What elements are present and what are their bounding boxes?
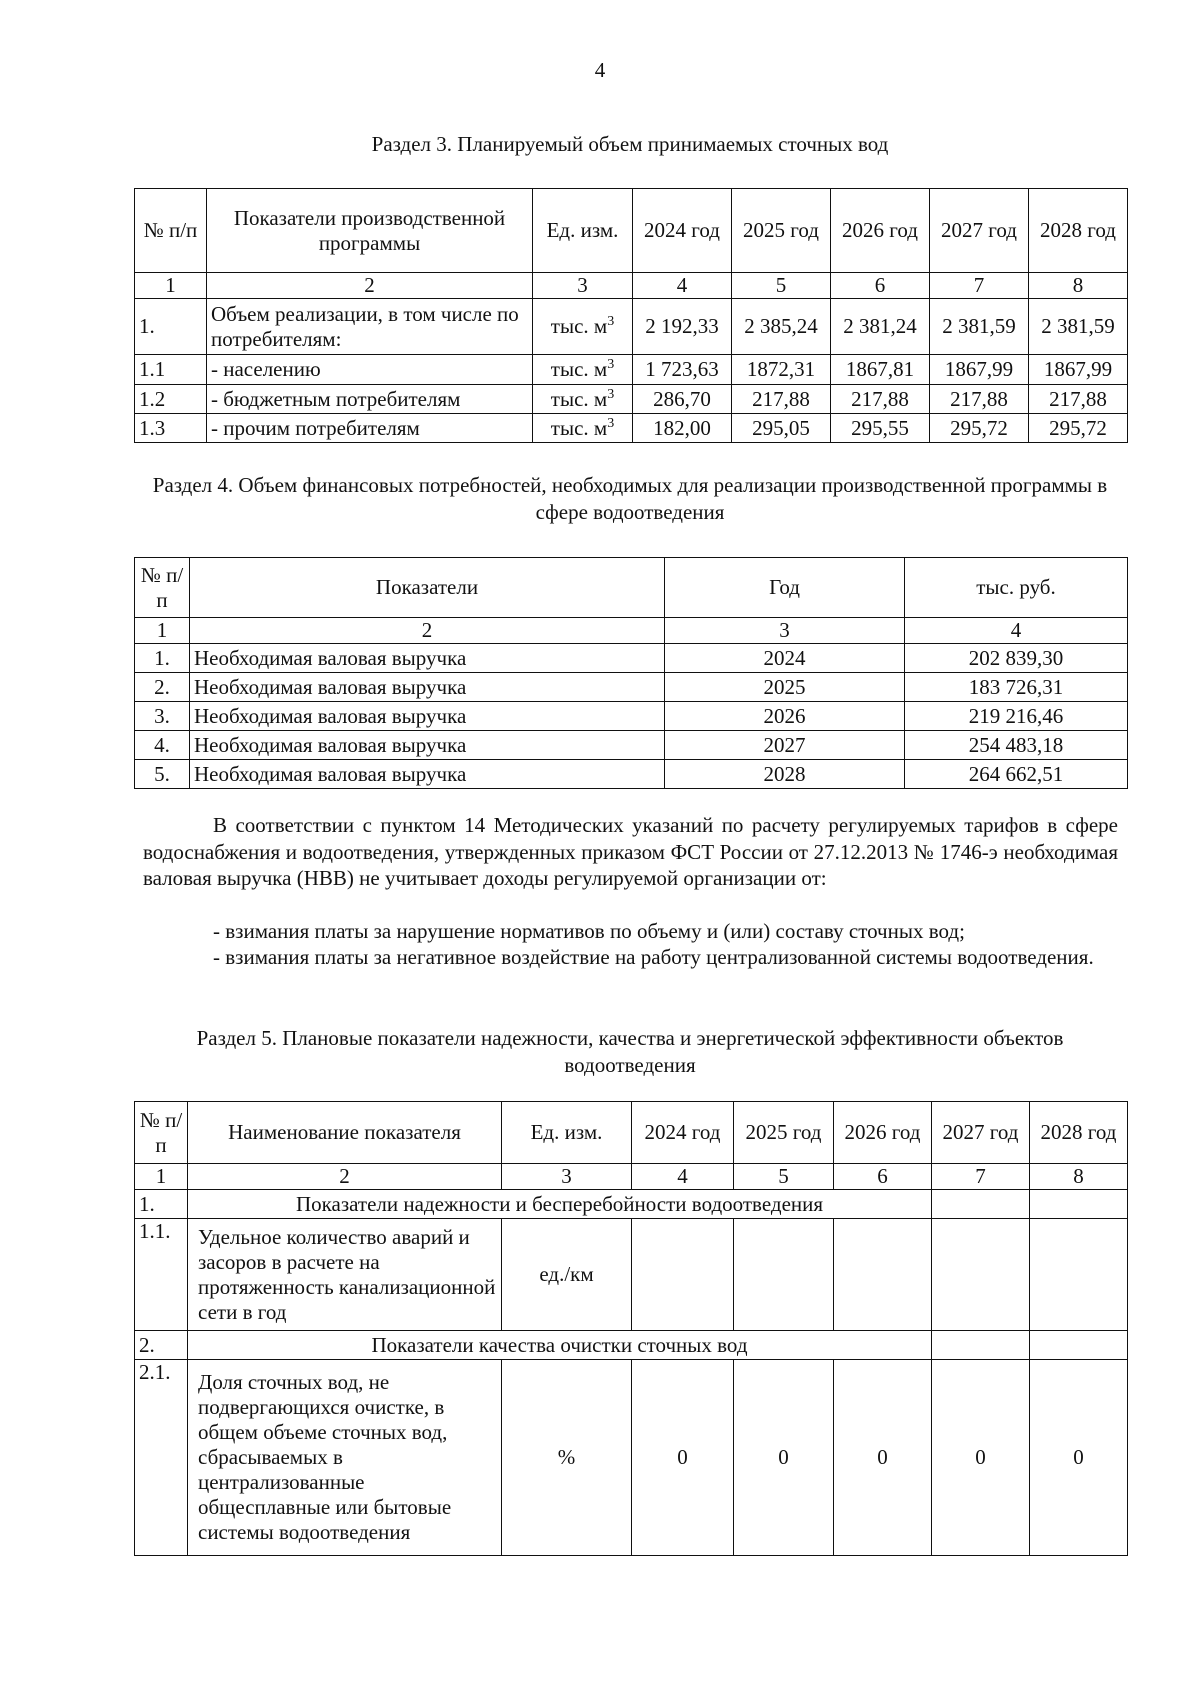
row-value: 1867,99 [930, 355, 1029, 385]
table-row [135, 1360, 1128, 1556]
col-number: 6 [834, 1164, 932, 1190]
header-cell: № п/п [135, 189, 207, 273]
row-name: Необходимая валовая выручка [190, 702, 665, 731]
row-unit [533, 385, 633, 414]
section5-table [134, 1101, 1128, 1556]
section4-table [134, 557, 1128, 789]
row-number: 4. [135, 731, 190, 760]
section3-title: Раздел 3. Планируемый объем принимаемых сточных вод [371, 132, 889, 156]
row-number: 1. [135, 644, 190, 673]
col-number: 8 [1030, 1164, 1128, 1190]
header-cell: 2025 год [732, 189, 831, 273]
empty-cell [932, 1190, 1030, 1219]
header-cell: Ед. изм. [502, 1102, 632, 1164]
paragraph-bullet-2: - взимания платы за негативное воздействие на работу централизованной системы водоотведения. [213, 945, 1094, 969]
header-cell: № п/п [135, 558, 190, 618]
table-row [135, 673, 1128, 702]
row-value: 286,70 [633, 385, 732, 414]
empty-cell [834, 1219, 932, 1331]
row-value: 254 483,18 [905, 731, 1128, 760]
row-value: 1867,99 [1029, 355, 1128, 385]
table-row [135, 299, 1128, 355]
group-title: Показатели надежности и бесперебойности водоотведения [188, 1190, 932, 1219]
row-name: - населению [207, 355, 533, 385]
col-number: 7 [930, 273, 1029, 299]
col-number: 6 [831, 273, 930, 299]
row-value: 2 381,59 [1029, 299, 1128, 355]
row-value: 2 192,33 [633, 299, 732, 355]
row-unit: % [502, 1360, 632, 1556]
row-value: 1867,81 [831, 355, 930, 385]
table-row [135, 385, 1128, 414]
section3-colnum-row [135, 273, 1128, 299]
row-value: 0 [632, 1360, 734, 1556]
row-number: 3. [135, 702, 190, 731]
header-cell: 2025 год [734, 1102, 834, 1164]
header-cell: 2024 год [633, 189, 732, 273]
col-number: 1 [135, 1164, 188, 1190]
empty-cell [632, 1219, 734, 1331]
row-value: 0 [932, 1360, 1030, 1556]
row-name: Необходимая валовая выручка [190, 731, 665, 760]
col-number: 4 [633, 273, 732, 299]
row-value: 0 [834, 1360, 932, 1556]
row-unit [533, 414, 633, 443]
row-value: 217,88 [831, 385, 930, 414]
col-number: 1 [135, 273, 207, 299]
col-number: 4 [632, 1164, 734, 1190]
unit-text: тыс. м [550, 415, 608, 440]
table-row [135, 644, 1128, 673]
section4-header-row [135, 558, 1128, 618]
row-number: 2.1. [135, 1360, 188, 1556]
row-value: 217,88 [930, 385, 1029, 414]
group-row [135, 1331, 1128, 1360]
empty-cell [1030, 1331, 1128, 1360]
group-title: Показатели качества очистки сточных вод [188, 1331, 932, 1360]
section3-table [134, 188, 1128, 443]
row-value: 202 839,30 [905, 644, 1128, 673]
row-value: 2 381,24 [831, 299, 930, 355]
row-value: 182,00 [633, 414, 732, 443]
table-row [135, 1219, 1128, 1331]
empty-cell [932, 1219, 1030, 1331]
header-cell: 2028 год [1030, 1102, 1128, 1164]
row-name: Необходимая валовая выручка [190, 644, 665, 673]
row-unit [533, 299, 633, 355]
row-unit: ед./км [502, 1219, 632, 1331]
row-name: Необходимая валовая выручка [190, 673, 665, 702]
row-value: 1 723,63 [633, 355, 732, 385]
unit-superscript: 3 [607, 386, 615, 402]
header-cell: 2027 год [930, 189, 1029, 273]
paragraph-nvv: В соответствии с пунктом 14 Методических указаний по расчету регулируемых тарифов в сфере водоснабжения и водоотведения, утвержденных приказом ФСТ России от 27.12.2013 № 1746-э необходимая валовая выручка (НВВ) не учитывает доходы регулируемой организации от: [143, 813, 1118, 890]
section3-header-row [135, 189, 1128, 273]
empty-cell [734, 1219, 834, 1331]
row-number: 1.1. [135, 1219, 188, 1331]
header-cell: тыс. руб. [905, 558, 1128, 618]
row-name: Удельное количество аварий и засоров в расчете на протяженность канализационной сети в год [188, 1219, 502, 1331]
row-value: 295,55 [831, 414, 930, 443]
row-name: Объем реализации, в том числе по потребителям: [207, 299, 533, 355]
table-row [135, 731, 1128, 760]
row-year: 2026 [665, 702, 905, 731]
header-cell: 2026 год [834, 1102, 932, 1164]
row-year: 2028 [665, 760, 905, 789]
row-name: - прочим потребителям [207, 414, 533, 443]
header-cell: Наименование показателя [188, 1102, 502, 1164]
row-number: 1. [135, 299, 207, 355]
col-number: 1 [135, 618, 190, 644]
col-number: 5 [732, 273, 831, 299]
row-year: 2027 [665, 731, 905, 760]
col-number: 7 [932, 1164, 1030, 1190]
col-number: 5 [734, 1164, 834, 1190]
col-number: 3 [665, 618, 905, 644]
row-name: Доля сточных вод, не подвергающихся очистке, в общем объеме сточных вод, сбрасываемых в централизованные общесплавные или бытовые системы водоотведения [188, 1360, 502, 1556]
row-number: 1.3 [135, 414, 207, 443]
header-cell: 2028 год [1029, 189, 1128, 273]
row-year: 2025 [665, 673, 905, 702]
unit-text: тыс. м [550, 357, 608, 381]
header-cell: 2024 год [632, 1102, 734, 1164]
unit-text: тыс. м [550, 314, 608, 338]
header-cell: Ед. изм. [533, 189, 633, 273]
empty-cell [1030, 1219, 1128, 1331]
paragraph-bullet-1: - взимания платы за нарушение нормативов по объему и (или) составу сточных вод; [213, 919, 965, 943]
empty-cell [932, 1331, 1030, 1360]
table-row [135, 702, 1128, 731]
row-value: 0 [1030, 1360, 1128, 1556]
empty-cell [1030, 1190, 1128, 1219]
row-number: 1.2 [135, 385, 207, 414]
page-number: 4 [594, 58, 606, 82]
row-value: 264 662,51 [905, 760, 1128, 789]
table-row [135, 414, 1128, 443]
group-number: 2. [135, 1331, 188, 1360]
col-number: 3 [502, 1164, 632, 1190]
row-value: 295,72 [930, 414, 1029, 443]
section5-title: Раздел 5. Плановые показатели надежности, качества и энергетической эффективности объектов водоотведения [196, 1026, 1064, 1077]
table-row [135, 355, 1128, 385]
row-value: 295,72 [1029, 414, 1128, 443]
row-year: 2024 [665, 644, 905, 673]
unit-superscript: 3 [607, 357, 615, 372]
col-number: 8 [1029, 273, 1128, 299]
header-cell: № п/п [135, 1102, 188, 1164]
unit-superscript: 3 [607, 314, 615, 329]
table-row [135, 760, 1128, 789]
unit-superscript: 3 [607, 415, 615, 431]
row-number: 5. [135, 760, 190, 789]
group-row [135, 1190, 1128, 1219]
section4-title: Раздел 4. Объем финансовых потребностей, необходимых для реализации производственной программы в сфере водоотведения [152, 473, 1108, 524]
header-cell: Показатели производственной программы [207, 189, 533, 273]
row-value: 183 726,31 [905, 673, 1128, 702]
section5-header-row [135, 1102, 1128, 1164]
row-value: 2 381,59 [930, 299, 1029, 355]
header-cell: 2026 год [831, 189, 930, 273]
row-unit [533, 355, 633, 385]
row-name: - бюджетным потребителям [207, 385, 533, 414]
row-name: Необходимая валовая выручка [190, 760, 665, 789]
row-value: 219 216,46 [905, 702, 1128, 731]
row-number: 2. [135, 673, 190, 702]
section5-colnum-row [135, 1164, 1128, 1190]
col-number: 4 [905, 618, 1128, 644]
header-cell: Показатели [190, 558, 665, 618]
header-cell: 2027 год [932, 1102, 1030, 1164]
unit-text: тыс. м [550, 386, 608, 411]
row-value: 295,05 [732, 414, 831, 443]
section4-colnum-row [135, 618, 1128, 644]
row-value: 217,88 [1029, 385, 1128, 414]
col-number: 2 [207, 273, 533, 299]
header-cell: Год [665, 558, 905, 618]
row-value: 2 385,24 [732, 299, 831, 355]
row-number: 1.1 [135, 355, 207, 385]
col-number: 3 [533, 273, 633, 299]
row-value: 1872,31 [732, 355, 831, 385]
row-value: 0 [734, 1360, 834, 1556]
col-number: 2 [190, 618, 665, 644]
col-number: 2 [188, 1164, 502, 1190]
group-number: 1. [135, 1190, 188, 1219]
row-value: 217,88 [732, 385, 831, 414]
